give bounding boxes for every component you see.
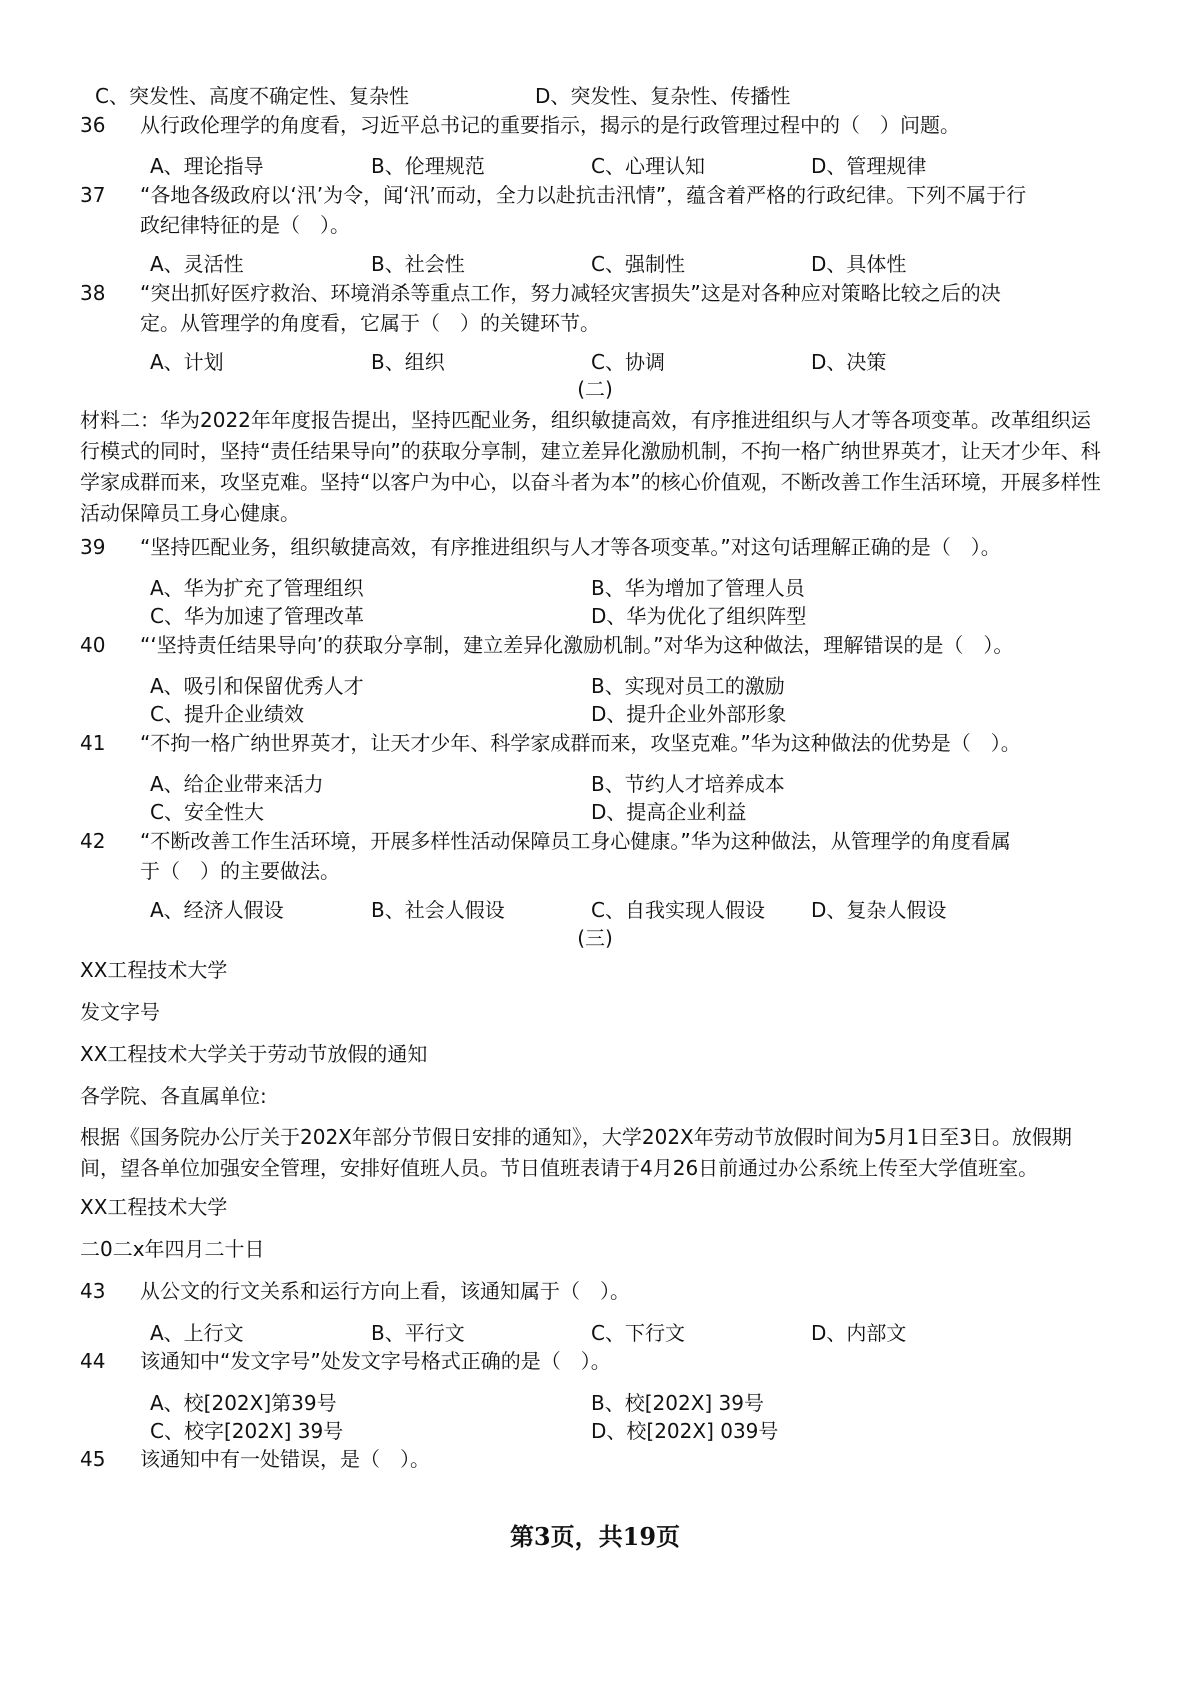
option-c: C、协调 [591, 350, 665, 374]
question-text: 从行政伦理学的角度看，习近平总书记的重要指示，揭示的是行政管理过程中的（ ）问题。 [140, 113, 960, 137]
option-a: A、理论指导 [150, 154, 264, 178]
option-b: B、实现对员工的激励 [591, 674, 785, 698]
option-c: C、心理认知 [591, 154, 705, 178]
question-number: 45 [80, 1447, 106, 1471]
option-c: C、提升企业绩效 [150, 702, 304, 726]
option-b: B、校[202X] 39号 [591, 1391, 765, 1415]
notice-body: 根据《国务院办公厅关于202X年部分节假日安排的通知》，大学202X年劳动节放假时间为5月1日至3日。放假期间，望各单位加强安全管理，安排好值班人员。节日值班表请于4月26日前通过办公系统上传至大学值班室。 [80, 1125, 1072, 1180]
notice-date: 二0二x年四月二十日 [80, 1237, 265, 1261]
option-d: D、华为优化了组织阵型 [591, 604, 807, 628]
option-c: C、自我实现人假设 [591, 898, 765, 922]
option-c: C、安全性大 [150, 800, 264, 824]
option-a: A、华为扩充了管理组织 [150, 576, 364, 600]
notice-doc-number: 发文字号 [80, 1000, 160, 1024]
option-c: C、强制性 [591, 252, 685, 276]
option-c: C、下行文 [591, 1321, 685, 1345]
section-heading: (三) [577, 926, 613, 950]
question-number: 38 [80, 281, 106, 305]
question-text: “不断改善工作生活环境，开展多样性活动保障员工身心健康。”华为这种做法，从管理学的角度看属于（ ）的主要做法。 [140, 829, 1011, 883]
page-footer: 第3页，共19页 [509, 1522, 681, 1551]
question-text: “‘坚持责任结果导向’的获取分享制，建立差异化激励机制。”对华为这种做法，理解错误的是（ ）。 [140, 633, 1014, 657]
notice-title: XX工程技术大学关于劳动节放假的通知 [80, 1042, 428, 1066]
notice-org: XX工程技术大学 [80, 958, 228, 982]
option-b: B、平行文 [371, 1321, 465, 1345]
option-d: D、具体性 [811, 252, 907, 276]
option-d: D、复杂人假设 [811, 898, 947, 922]
question-number: 44 [80, 1349, 106, 1373]
option-d: D、决策 [811, 350, 887, 374]
option-b: B、组织 [371, 350, 445, 374]
question-text: 从公文的行文关系和运行方向上看，该通知属于（ ）。 [140, 1279, 630, 1303]
option-d: D、管理规律 [811, 154, 927, 178]
question-text: “各地各级政府以‘汛’为令，闻‘汛’而动，全力以赴抗击汛情”，蕴含着严格的行政纪律。下列不属于行政纪律特征的是（ ）。 [140, 183, 1027, 237]
question-text: 该通知中有一处错误，是（ ）。 [140, 1447, 430, 1471]
question-number: 42 [80, 829, 106, 853]
option-d: D、内部文 [811, 1321, 907, 1345]
option-b: B、伦理规范 [371, 154, 485, 178]
material-paragraph: 材料二：华为2022年年度报告提出，坚持匹配业务，组织敏捷高效，有序推进组织与人才等各项变革。改革组织运行模式的同时，坚持“责任结果导向”的获取分享制，建立差异化激励机制，不拘一格广纳世界英才，让天才少年、科学家成群而来，攻坚克难。坚持“以客户为中心，以奋斗者为本”的核心价值观，不断改善工作生活环境，开展多样性活动保障员工身心健康。 [80, 408, 1101, 525]
question-number: 37 [80, 183, 106, 207]
option-a: A、校[202X]第39号 [150, 1391, 337, 1415]
option-a: A、给企业带来活力 [150, 772, 324, 796]
option-a: A、上行文 [150, 1321, 244, 1345]
option-c: C、突发性、高度不确定性、复杂性 [95, 84, 409, 108]
option-d: D、提高企业利益 [591, 800, 747, 824]
option-b: B、华为增加了管理人员 [591, 576, 805, 600]
option-a: A、计划 [150, 350, 224, 374]
question-text: “不拘一格广纳世界英才，让天才少年、科学家成群而来，攻坚克难。”华为这种做法的优势是（ ）。 [140, 731, 1021, 755]
option-a: A、灵活性 [150, 252, 244, 276]
question-text: “坚持匹配业务，组织敏捷高效，有序推进组织与人才等各项变革。”对这句话理解正确的是（ ）。 [140, 535, 1001, 559]
option-c: C、华为加速了管理改革 [150, 604, 364, 628]
option-b: B、节约人才培养成本 [591, 772, 785, 796]
option-a: A、经济人假设 [150, 898, 284, 922]
question-number: 43 [80, 1279, 106, 1303]
question-number: 40 [80, 633, 106, 657]
option-d: D、校[202X] 039号 [591, 1419, 779, 1443]
option-b: B、社会性 [371, 252, 465, 276]
option-c: C、校字[202X] 39号 [150, 1419, 344, 1443]
option-d: D、突发性、复杂性、传播性 [535, 84, 791, 108]
notice-signature: XX工程技术大学 [80, 1195, 228, 1219]
section-heading: (二) [577, 377, 613, 401]
question-text: 该通知中“发文字号”处发文字号格式正确的是（ ）。 [140, 1349, 611, 1373]
option-a: A、吸引和保留优秀人才 [150, 674, 364, 698]
question-text: “突出抓好医疗救治、环境消杀等重点工作，努力减轻灾害损失”这是对各种应对策略比较之后的决定。从管理学的角度看，它属于（ ）的关键环节。 [140, 281, 1001, 335]
option-d: D、提升企业外部形象 [591, 702, 787, 726]
question-number: 41 [80, 731, 106, 755]
question-number: 36 [80, 113, 106, 137]
option-b: B、社会人假设 [371, 898, 505, 922]
notice-recipients: 各学院、各直属单位: [80, 1084, 267, 1108]
question-number: 39 [80, 535, 106, 559]
